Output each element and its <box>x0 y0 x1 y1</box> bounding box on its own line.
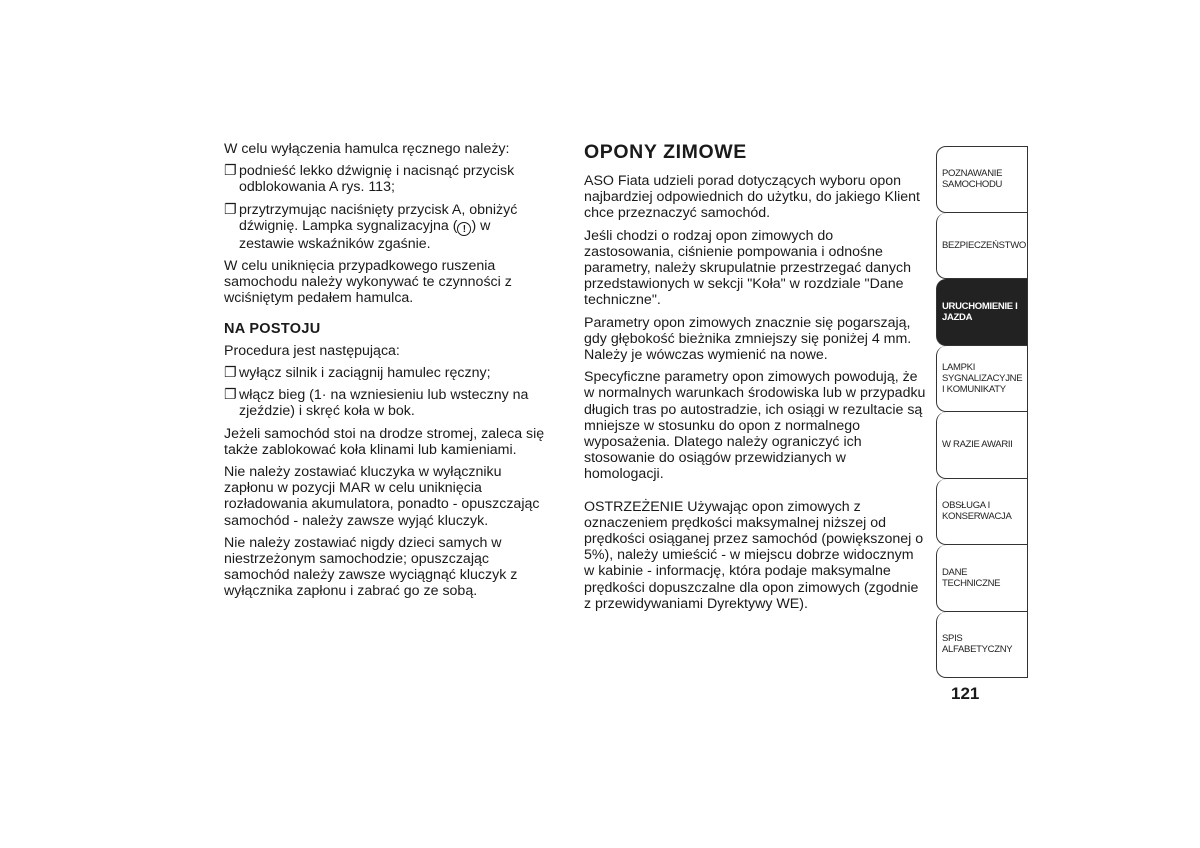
tab-w-razie-awarii[interactable]: W RAZIE AWARII <box>936 412 1028 479</box>
brake-warning-icon: ! <box>457 222 471 236</box>
paragraph: W celu uniknięcia przypadkowego ruszenia samochodu należy wykonywać te czynności z wciśniętym pedałem hamulca. <box>224 258 512 307</box>
paragraph: Nie należy zostawiać nigdy dzieci samych w niestrzeżonym samochodzie; opuszczając samochód należy zawsze wyciągnąć kluczyk z wyłącznika zapłonu i zabrać go ze sobą. <box>224 534 518 600</box>
tab-bezpieczenstwo[interactable]: BEZPIECZEŃSTWO <box>936 213 1028 280</box>
tab-poznawanie-samochodu[interactable]: POZNAWANIE SAMOCHODU <box>936 146 1028 213</box>
paragraph: Jeżeli samochód stoi na drodze stromej, zaleca się także zablokować koła klinami lub kamieniami. <box>224 425 545 458</box>
list-item: ❐ podnieść lekko dźwignię i nacisnąć przycisk odblokowania A rys. 113; <box>224 163 515 196</box>
warning-paragraph: OSTRZEŻENIE Używając opon zimowych z oznaczeniem prędkości maksymalnej niższej od prędkości osiąganej przez samochód (powiększonej o 5%), należy umieścić - w miejscu dobrze widocznym w kabinie - informację, która podaje maksymalne prędkości dopuszczalne dla opon zimowych (zgodnie z przewidywaniami Dyrektywy WE). <box>584 498 924 612</box>
checkbox-bullet-icon: ❐ <box>224 163 237 180</box>
paragraph: ASO Fiata udzieli porad dotyczących wyboru opon najbardziej odpowiednich do użytku, do jakiego Klient chce przeznaczyć samochód. <box>584 173 920 222</box>
tab-lampki-sygnalizacyjne[interactable]: LAMPKI SYGNALIZACYJNE I KOMUNIKATY <box>936 346 1028 413</box>
page-title: OPONY ZIMOWE <box>584 141 747 163</box>
paragraph: Jeśli chodzi o rodzaj opon zimowych do zastosowania, ciśnienie pompowania i odnośne parametry, należy skrupulatnie przestrzegać danych przedstawionych w sekcji "Koła" w rozdziale "Dane techniczne". <box>584 227 911 309</box>
section-heading: NA POSTOJU <box>224 320 321 337</box>
paragraph: Parametry opon zimowych znacznie się pogarszają, gdy głębokość bieżnika zmniejszy się poniżej 4 mm. Należy je wówczas wymienić na nowe. <box>584 314 912 364</box>
paragraph: Specyficzne parametry opon zimowych powodują, że w normalnych warunkach środowiska lub w przypadku długich tras po autostradzie, ich osiągi w rezultacie są mniejsze w stosunku do opon z normalnego wyposażenia. Dlatego należy ograniczyć ich stosowanie do osiągów przewidzianych w homologacji. <box>584 369 926 483</box>
intro-text: W celu wyłączenia hamulca ręcznego należy: <box>224 141 510 157</box>
checkbox-bullet-icon: ❐ <box>224 387 237 404</box>
checkbox-bullet-icon: ❐ <box>224 365 237 382</box>
paragraph: Procedura jest następująca: <box>224 342 400 359</box>
list-item: ❐ przytrzymując naciśnięty przycisk A, obniżyć dźwignię. Lampka sygnalizacyjna ( ! ) w zestawie wskaźników zgaśnie. <box>224 201 518 252</box>
right-column <box>584 141 926 618</box>
chapter-tabs <box>936 146 1028 678</box>
left-column <box>224 141 546 606</box>
paragraph: Nie należy zostawiać kluczyka w wyłączniku zapłonu w pozycji MAR w celu uniknięcia rozładowania akumulatora, ponadto - opuszczając samochód - należy zawsze wyjąć kluczyk. <box>224 464 540 529</box>
page-number: 121 <box>951 684 980 703</box>
tab-uruchomienie-i-jazda[interactable]: URUCHOMIENIE I JAZDA <box>936 279 1028 346</box>
checkbox-bullet-icon: ❐ <box>224 201 237 218</box>
list-item: ❐ wyłącz silnik i zaciągnij hamulec ręczny; <box>224 365 491 382</box>
tab-spis-alfabetyczny[interactable]: SPIS ALFABETYCZNY <box>936 612 1028 679</box>
tab-dane-techniczne[interactable]: DANE TECHNICZNE <box>936 545 1028 612</box>
tab-obsluga-i-konserwacja[interactable]: OBSŁUGA I KONSERWACJA <box>936 479 1028 546</box>
list-item: ❐ włącz bieg (1· na wzniesieniu lub wsteczny na zjeździe) i skręć koła w bok. <box>224 387 529 420</box>
